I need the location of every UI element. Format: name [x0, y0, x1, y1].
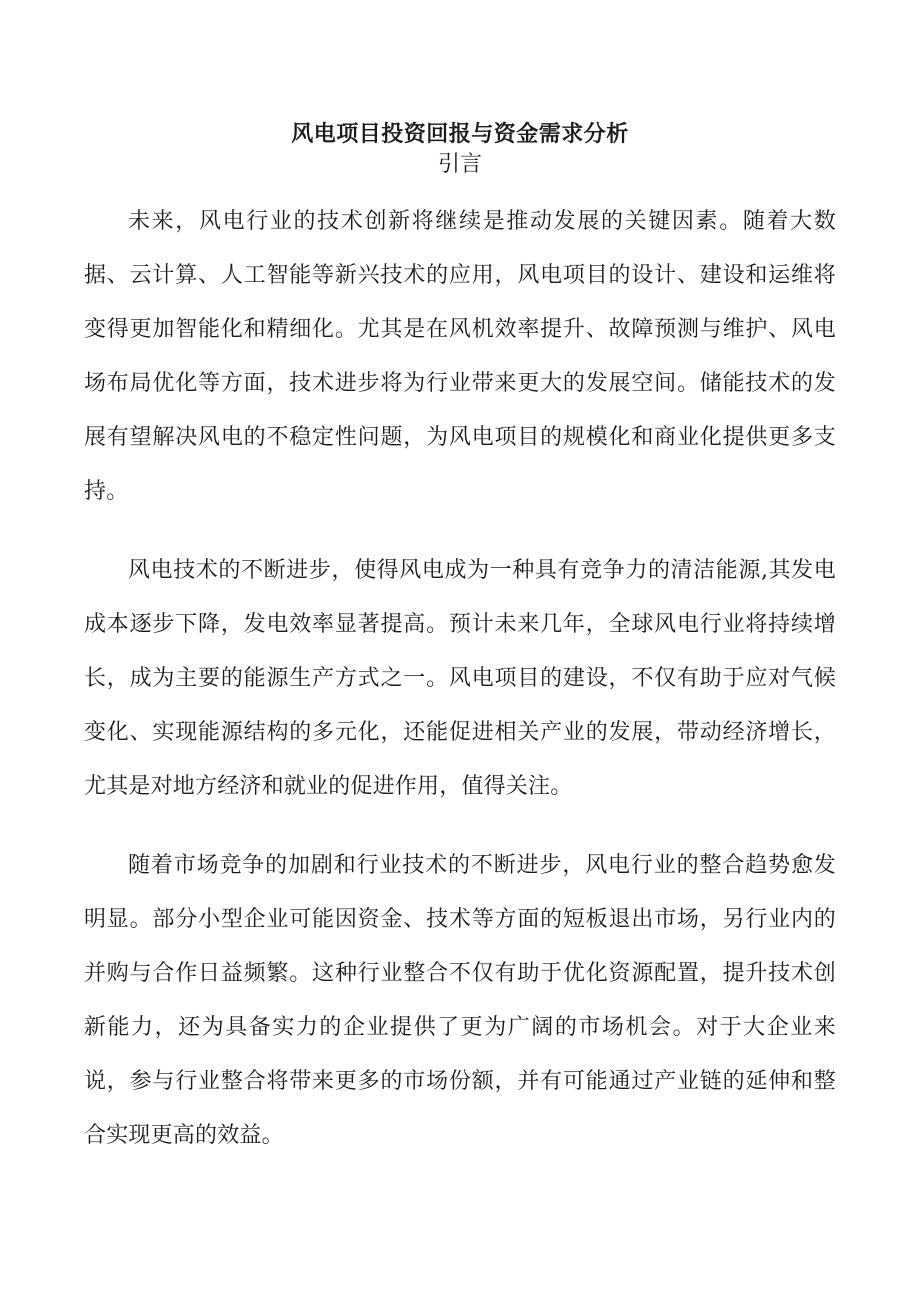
document-title: 风电项目投资回报与资金需求分析 [291, 121, 629, 147]
body-paragraph-1: 未来，风电行业的技术创新将继续是推动发展的关键因素。随着大数据、云计算、人工智能等新兴技术的应用，风电项目的设计、建设和运维将变得更加智能化和精细化。尤其是在风机效率提升、故障预测与维护、风电场布局优化等方面，技术进步将为行业带来更大的发展空间。储能技术的发展有望解决风电的不稳定性问题，为风电项目的规模化和商业化提供更多支持。 [84, 209, 836, 504]
section-heading: 引言 [437, 152, 482, 177]
body-paragraph-3: 随着市场竞争的加剧和行业技术的不断进步，风电行业的整合趋势愈发明显。部分小型企业可能因资金、技术等方面的短板退出市场，另行业内的并购与合作日益频繁。这种行业整合不仅有助于优化资源配置，提升技术创新能力，还为具备实力的企业提供了更为广阔的市场机会。对于大企业来说，参与行业整合将带来更多的市场份额，并有可能通过产业链的延伸和整合实现更高的效益。 [84, 853, 836, 1148]
document-body [84, 195, 836, 1188]
body-paragraph-2: 风电技术的不断进步，使得风电成为一种具有竞争力的清洁能源,其发电成本逐步下降，发电效率显著提高。预计未来几年，全球风电行业将持续增长，成为主要的能源生产方式之一。风电项目的建设，不仅有助于应对气候变化、实现能源结构的多元化，还能促进相关产业的发展，带动经济增长，尤其是对地方经济和就业的促进作用，值得关注。 [84, 558, 836, 799]
